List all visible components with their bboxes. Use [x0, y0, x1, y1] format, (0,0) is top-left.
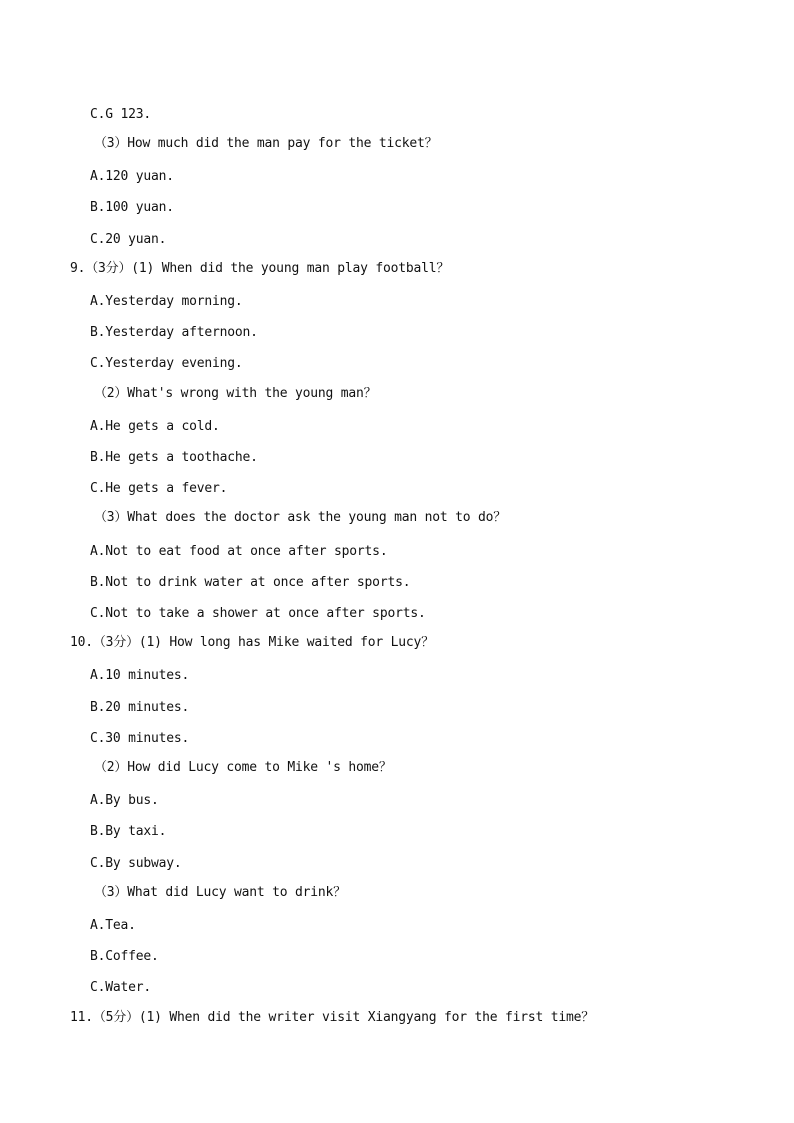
- q8-sub3-question: （3）How much did the man pay for the ticket？: [94, 136, 438, 151]
- q9-sub2-option-a: A.He gets a cold.: [90, 419, 220, 434]
- q10-sub1-option-a: A.10 minutes.: [90, 668, 190, 683]
- q9-sub1-option-a: A.Yesterday morning.: [90, 294, 243, 309]
- q9-sub3-option-c: C.Not to take a shower at once after sports.: [90, 606, 426, 621]
- q10-sub1-option-b: B.20 minutes.: [90, 700, 190, 715]
- q8-sub3-option-c: C.20 yuan.: [90, 232, 167, 247]
- q10-sub2-question: （2）How did Lucy come to Mike 's home？: [94, 760, 392, 775]
- q10-sub2-option-b: B.By taxi.: [90, 824, 167, 839]
- q10-sub3-option-a: A.Tea.: [90, 918, 136, 933]
- q9-sub1-option-c: C.Yesterday evening.: [90, 356, 243, 371]
- q10-stem: 10.（3分）(1) How long has Mike waited for Lucy？: [70, 635, 434, 650]
- q8-sub3-option-b: B.100 yuan.: [90, 200, 174, 215]
- q8-option-c: C.G 123.: [90, 107, 152, 122]
- q10-sub1-option-c: C.30 minutes.: [90, 731, 190, 746]
- q9-stem: 9.（3分）(1) When did the young man play football？: [70, 261, 450, 276]
- q9-sub1-option-b: B.Yesterday afternoon.: [90, 325, 258, 340]
- q9-sub2-option-c: C.He gets a fever.: [90, 481, 228, 496]
- q11-stem: 11.（5分）(1) When did the writer visit Xiangyang for the first time？: [70, 1010, 595, 1025]
- q9-sub2-question: （2）What's wrong with the young man？: [94, 386, 377, 401]
- q9-sub3-question: （3）What does the doctor ask the young man not to do？: [94, 510, 507, 525]
- q9-sub2-option-b: B.He gets a toothache.: [90, 450, 258, 465]
- q9-sub3-option-b: B.Not to drink water at once after sports.: [90, 575, 411, 590]
- q9-sub3-option-a: A.Not to eat food at once after sports.: [90, 544, 388, 559]
- q8-sub3-option-a: A.120 yuan.: [90, 169, 174, 184]
- q10-sub2-option-c: C.By subway.: [90, 856, 182, 871]
- q10-sub2-option-a: A.By bus.: [90, 793, 159, 808]
- q10-sub3-option-c: C.Water.: [90, 980, 152, 995]
- q10-sub3-option-b: B.Coffee.: [90, 949, 159, 964]
- q10-sub3-question: （3）What did Lucy want to drink？: [94, 885, 346, 900]
